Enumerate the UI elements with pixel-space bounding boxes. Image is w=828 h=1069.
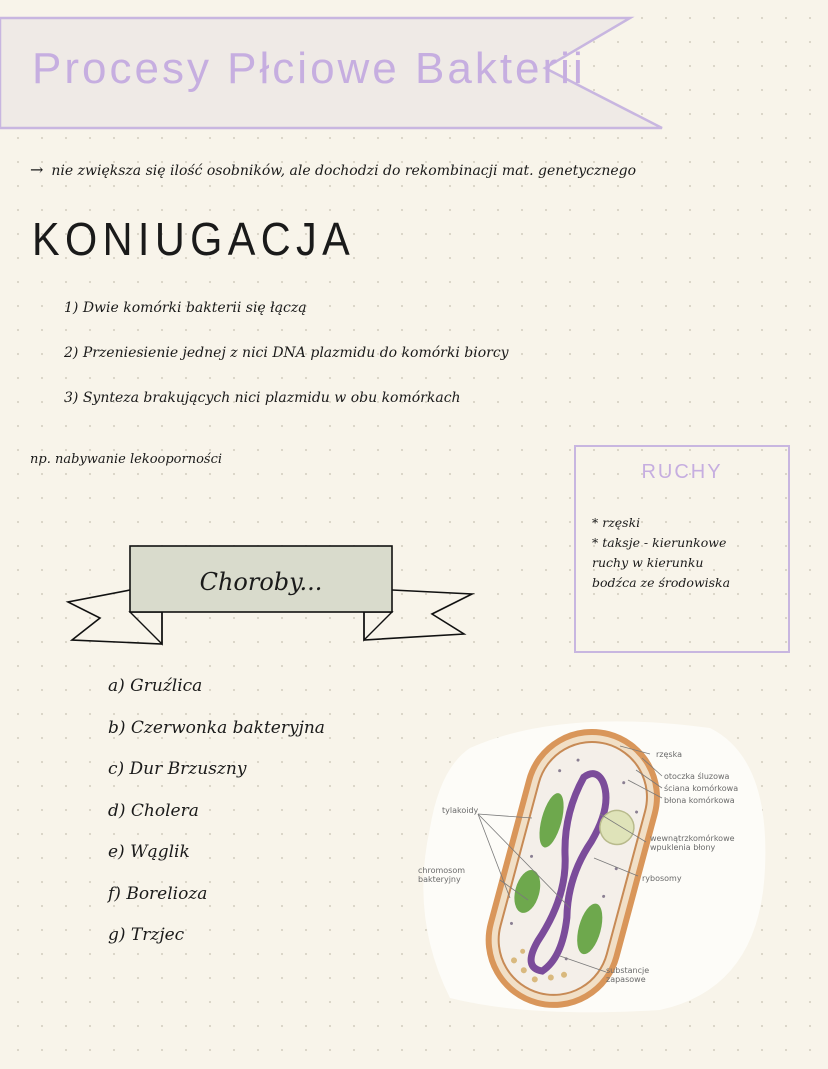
- intro-line: [30, 160, 636, 179]
- ruchy-line: bodźca ze środowiska: [592, 575, 731, 590]
- list-item: a) Gruźlica: [108, 676, 203, 696]
- list-item: 2) Przeniesienie jednej z nici DNA plazmidu do komórki biorcy: [64, 345, 509, 361]
- example-note: np. nabywanie lekooporności: [30, 452, 223, 467]
- ruchy-line: * rzęski: [592, 515, 641, 530]
- choroby-label: Choroby...: [199, 568, 323, 596]
- list-item: g) Trzjec: [108, 925, 185, 945]
- label-rzeska: rzęska: [656, 750, 682, 759]
- section-heading-koniugacja: KONIUGACJA: [32, 213, 356, 265]
- disease-list: [108, 676, 325, 967]
- ruchy-line: ruchy w kierunku: [592, 555, 704, 570]
- list-item: e) Wąglik: [108, 842, 190, 862]
- label-wpuklenia: wewnątrzkomórkowe wpuklenia błony: [650, 834, 735, 852]
- ruchy-line: * taksje - kierunkowe: [592, 535, 727, 550]
- list-item: f) Borelioza: [108, 883, 208, 904]
- intro-text: nie zwiększa się ilość osobników, ale dochodzi do rekombinacji mat. genetycznego: [51, 163, 637, 179]
- list-item: d) Cholera: [108, 800, 199, 821]
- list-item: b) Czerwonka bakteryjna: [108, 717, 325, 738]
- list-item: 1) Dwie komórki bakterii się łączą: [64, 300, 307, 316]
- label-otoczka: otoczka śluzowa: [664, 772, 730, 781]
- koniugacja-steps: [64, 300, 509, 435]
- page-title: Procesy Płciowe Bakterii: [32, 44, 586, 93]
- arrow-right-icon: →: [30, 160, 44, 179]
- label-rybosomy: rybosomy: [642, 874, 682, 883]
- ruchy-box: [574, 445, 790, 653]
- label-chromosom: chromosom bakteryjny: [418, 866, 466, 884]
- label-blona: błona komórkowa: [664, 796, 735, 805]
- label-substancje: substancje zapasowe: [606, 966, 650, 984]
- label-tylakoidy: tylakoidy: [442, 806, 479, 815]
- list-item: 3) Synteza brakujących nici plazmidu w obu komórkach: [64, 390, 461, 406]
- label-sciana: ściana komórkowa: [664, 784, 739, 793]
- ruchy-title: RUCHY: [641, 461, 723, 483]
- list-item: c) Dur Brzuszny: [108, 759, 247, 779]
